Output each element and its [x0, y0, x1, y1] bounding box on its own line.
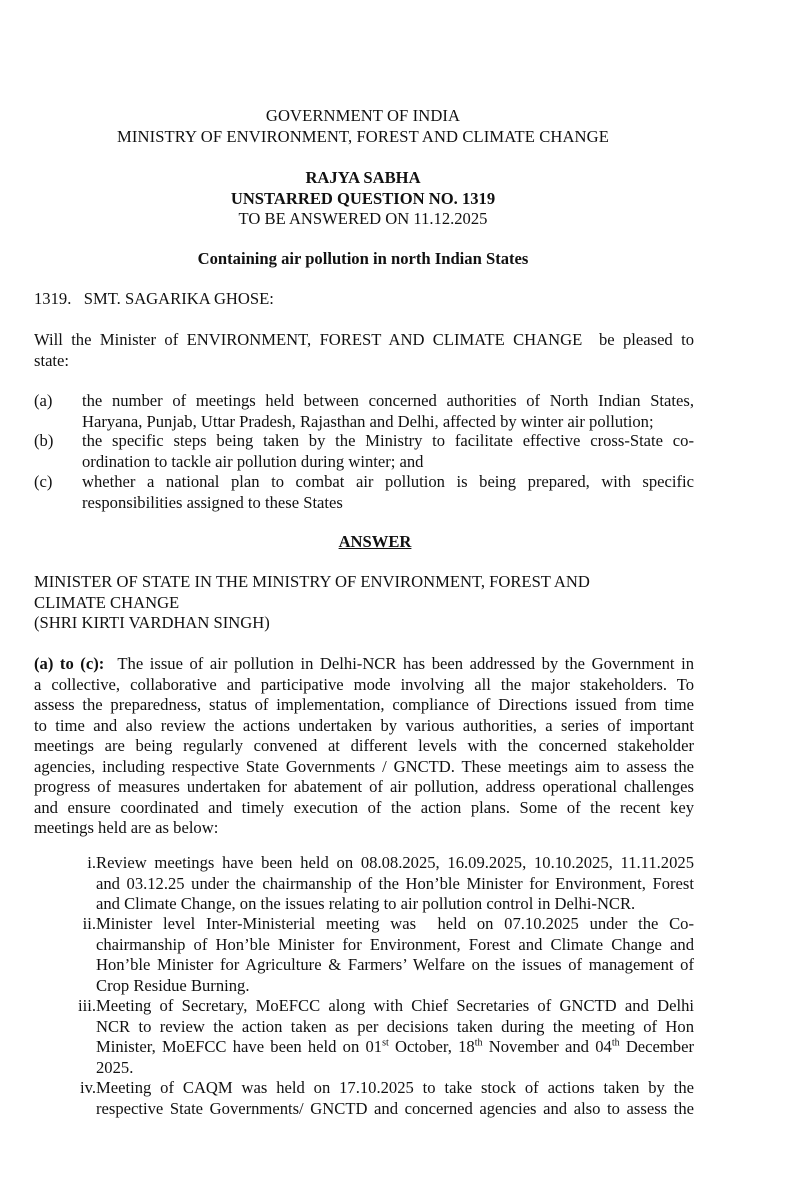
question-part-label: (c)	[34, 472, 53, 491]
minister-title-line2: CLIMATE CHANGE	[34, 592, 180, 612]
meeting-line: NCR to review the action taken as per decisions taken during the meeting of Hon	[96, 1016, 694, 1036]
ordinal-suffix: th	[474, 1037, 483, 1049]
reply-line: progress of measures undertaken for abatement of air pollution, address operational challenges	[34, 777, 694, 796]
reply-paragraph	[34, 654, 694, 839]
meeting-line: Meeting of CAQM was held on 17.10.2025 to take stock of actions taken by the	[96, 1078, 694, 1097]
question-part-line: the specific steps being taken by the Ministry to facilitate effective cross-State co-	[82, 431, 694, 450]
meeting-line: Review meetings have been held on 08.08.2025, 16.09.2025, 10.10.2025, 11.11.2025	[96, 853, 694, 872]
question-part-line: ordination to tackle air pollution during winter; and	[82, 451, 424, 471]
meeting-dates-text: October, 18	[388, 1037, 475, 1056]
meeting-number: iii.	[78, 996, 96, 1015]
ordinal-suffix: th	[611, 1037, 620, 1049]
ministry-title: MINISTRY OF ENVIRONMENT, FOREST AND CLIMATE CHANGE	[117, 127, 609, 146]
meeting-line: Meeting of Secretary, MoEFCC along with Chief Secretaries of GNCTD and Delhi	[96, 996, 694, 1015]
meeting-line: chairmanship of Hon’ble Minister for Environment, Forest and Climate Change and	[96, 934, 694, 954]
house-title: RAJYA SABHA	[305, 168, 421, 187]
reply-line: agencies, including respective State Governments / GNCTD. These meetings aim to assess the	[34, 756, 694, 776]
question-part-line: Haryana, Punjab, Uttar Pradesh, Rajasthan and Delhi, affected by winter air pollution;	[82, 411, 654, 431]
meeting-line: and 03.12.25 under the chairmanship of the Hon’ble Minister for Environment, Forest	[96, 873, 694, 893]
reply-line-text: The issue of air pollution in Delhi-NCR has been addressed by the Government in	[117, 654, 694, 673]
question-intro-line2: state:	[34, 350, 70, 370]
question-part-label: (a)	[34, 391, 53, 410]
question-intro-line1: Will the Minister of ENVIRONMENT, FOREST AND CLIMATE CHANGE be pleased to	[34, 330, 694, 349]
reply-line: meetings are being regularly convened at different levels with the concerned stakeholder	[34, 736, 694, 755]
minister-title-line1: MINISTER OF STATE IN THE MINISTRY OF ENVIRONMENT, FOREST AND	[34, 572, 590, 591]
question-asked-by: 1319. SMT. SAGARIKA GHOSE:	[34, 289, 274, 308]
reply-line	[34, 654, 694, 675]
meeting-line: and Climate Change, on the issues relating to air pollution control in Delhi-NCR.	[96, 894, 636, 913]
reply-line: and ensure coordinated and timely execution of the action plans. Some of the recent key	[34, 797, 694, 817]
meeting-dates-text: Minister, MoEFCC have been held on 01	[96, 1037, 383, 1056]
reply-label: (a) to (c):	[34, 654, 105, 673]
reply-line: a collective, collaborative and participative mode involving all the major stakeholders. To	[34, 674, 694, 694]
question-part-line: the number of meetings held between concerned authorities of North Indian States,	[82, 391, 694, 410]
question-part-line: responsibilities assigned to these States	[82, 492, 343, 512]
answer-heading: ANSWER	[338, 532, 412, 551]
meeting-dates-line	[96, 1037, 694, 1058]
question-intro	[34, 330, 694, 371]
meeting-dates-text: November and 04	[482, 1037, 612, 1056]
meeting-number: i.	[87, 853, 96, 872]
meeting-line: Minister level Inter-Ministerial meeting was held on 07.10.2025 under the Co-	[96, 914, 694, 933]
reply-line: assess the preparedness, status of implementation, compliance of Directions issued from time	[34, 695, 694, 714]
meeting-line: Crop Residue Burning.	[96, 975, 250, 995]
question-part-label: (b)	[34, 431, 54, 450]
meeting-line: respective State Governments/ GNCTD and concerned agencies and also to assess the	[96, 1098, 694, 1118]
ordinal-suffix: st	[382, 1037, 389, 1049]
government-title: GOVERNMENT OF INDIA	[265, 106, 461, 125]
meeting-line: Hon’ble Minister for Agriculture & Farmers’ Welfare on the issues of management of	[96, 955, 694, 974]
answer-date: TO BE ANSWERED ON 11.12.2025	[238, 209, 488, 228]
meeting-line: 2025.	[96, 1057, 134, 1077]
question-number: UNSTARRED QUESTION NO. 1319	[230, 189, 496, 208]
question-subject: Containing air pollution in north Indian States	[197, 249, 529, 268]
minister-block	[34, 572, 694, 634]
question-part-line: whether a national plan to combat air pollution is being prepared, with specific	[82, 472, 694, 491]
meeting-number: iv.	[80, 1078, 96, 1097]
minister-name: (SHRI KIRTI VARDHAN SINGH)	[34, 613, 270, 632]
reply-line: meetings held are as below:	[34, 818, 219, 837]
reply-line: to time and also review the actions undertaken by various authorities, a series of important	[34, 715, 694, 735]
meeting-number: ii.	[82, 914, 96, 933]
meeting-dates-text: December	[619, 1037, 694, 1056]
